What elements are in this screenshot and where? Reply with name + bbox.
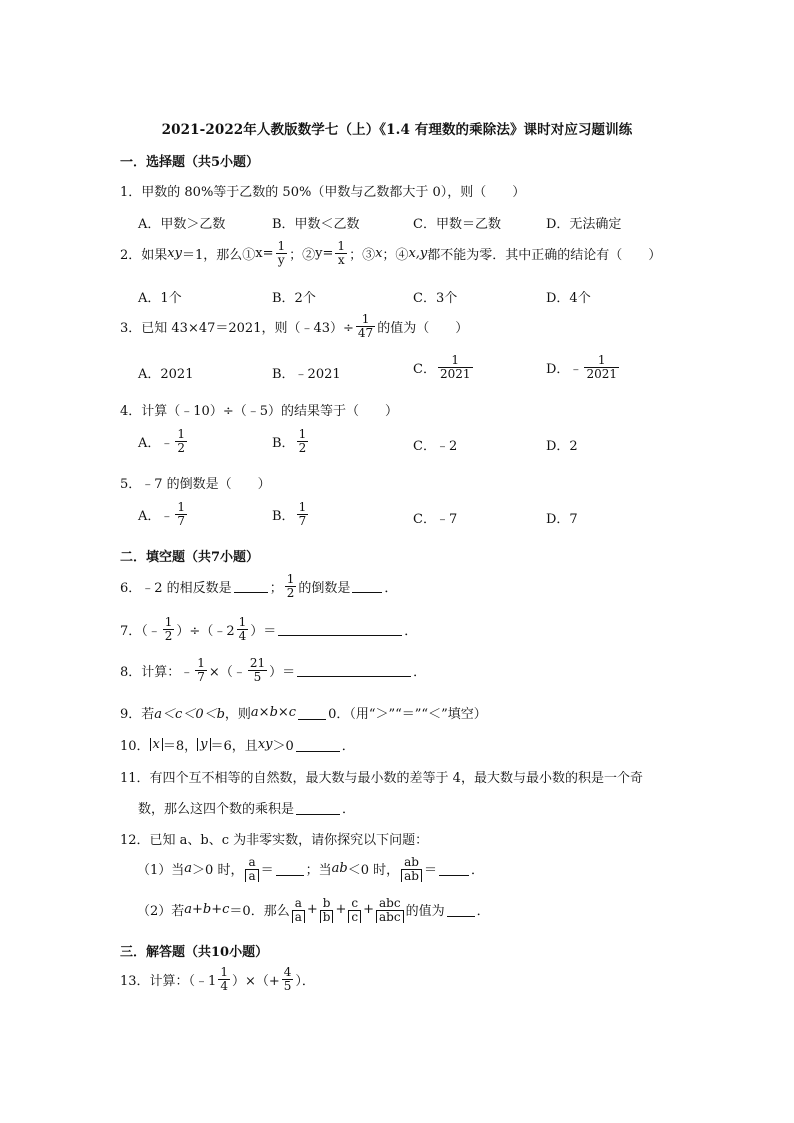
frac-numerator: 1 [361,312,370,326]
frac-denominator: 2 [164,628,173,643]
frac-denominator: a [292,911,305,923]
q4-option-b [272,428,310,454]
question-3-stem [120,313,468,339]
q12-frac-c [348,897,361,923]
q2-item3-x: x [375,245,383,261]
frac-numerator: 1 [277,239,286,253]
frac-denominator: 47 [357,325,374,340]
section-heading-solve: 三．解答题（共10小题） [120,945,269,960]
q12-p1-ab: ab [331,861,348,877]
frac-denominator: 7 [298,513,307,528]
frac-denominator: c [348,911,361,923]
frac-numerator: 1 [220,965,228,979]
q2-option-c: C．3个 [413,291,458,306]
frac-denominator: 2021 [439,366,471,381]
frac-numerator: 1 [451,353,460,367]
section-heading-fill: 二．填空题（共7小题） [120,550,260,565]
answer-blank[interactable] [278,622,402,636]
page-title: 2021-2022年人教版数学七（上）《1.4 有理数的乘除法》课时对应习题训练 [161,122,633,138]
q12-p2-pre: （2）若 [137,904,185,920]
q10-xy: xy [257,737,273,752]
frac-denominator: 2021 [586,366,617,381]
q12-p1-pre: （1）当 [137,863,185,879]
q12-frac-a-over-abs-a [245,856,258,882]
q10-eq1: ＝8， [162,739,198,754]
q4-a-label: A．﹣ [138,435,174,451]
answer-blank[interactable] [234,579,268,593]
frac-denominator: 5 [283,978,292,993]
q12-p2-post: 的值为 [405,904,445,920]
q4-a-frac [175,428,187,454]
frac-numerator: 1 [197,656,205,670]
q7-end: ． [404,623,418,639]
q9-mid: ，则 [224,707,251,722]
q2-semi: ；② [289,247,316,263]
frac-numerator: 21 [249,656,266,670]
frac-denominator: b [320,911,334,923]
q12-p2-eq: ＝0．那么 [229,904,290,920]
q5-option-b [272,501,310,527]
q10-abs-y: y [197,738,210,751]
answer-blank[interactable] [296,801,340,815]
q4-option-c: C．﹣2 [413,439,458,454]
frac-numerator: 1 [337,239,346,253]
q12-frac-abc [376,897,404,923]
q4-option-a [138,428,189,454]
frac-denominator: x [337,252,345,267]
q2-item2-y: y [315,245,323,261]
question-7 [120,616,417,642]
answer-blank[interactable] [296,738,340,752]
frac-denominator: a [245,870,258,882]
q6-end: ． [384,580,398,596]
q2-frac-1-over-y [276,240,288,266]
frac-numerator: 1 [177,500,186,514]
q5-a-label: A．﹣ [138,508,174,524]
q10-pre: 10． [120,739,150,754]
q8-mid: ×（﹣ [208,664,246,680]
question-4-stem: 4．计算（﹣10）÷（﹣5）的结果等于（ ） [120,404,398,419]
frac-denominator: 4 [238,628,247,643]
q2-item1-eq: = [262,245,274,261]
answer-blank[interactable] [276,862,304,876]
q5-option-d: D．7 [546,512,578,527]
q3-option-b: B．﹣2021 [272,367,341,382]
q3-c-frac [438,354,473,380]
q4-b-frac [297,428,309,454]
q10-end: ． [341,739,355,754]
frac-denominator: 2 [177,440,186,455]
q7-frac-2 [237,616,249,642]
question-6 [120,573,397,599]
question-12-part-1 [137,856,484,882]
q3-post: 的值为（ ） [377,320,469,336]
question-11-line-1: 11．有四个互不相等的自然数，最大数与最小数的差等于 4，最大数与最小数的积是一个奇 [120,771,643,786]
q3-c-label: C． [413,361,436,377]
frac-denominator: 5 [253,669,262,684]
section-heading-choice: 一．选择题（共5小题） [120,155,260,170]
frac-numerator: 1 [238,615,247,629]
q12-frac-b [320,897,334,923]
q2-semi2: ；③ [349,247,376,263]
frac-numerator: 1 [286,572,295,586]
q3-d-label: D．﹣ [546,361,583,377]
q7-frac-1 [163,616,175,642]
q8-pre: 8．计算：﹣ [120,664,194,680]
frac-denominator: 7 [197,669,205,684]
q5-b-label: B． [272,508,295,524]
frac-numerator: b [322,896,331,910]
answer-blank[interactable] [439,862,469,876]
q1-option-b: B．甲数＜乙数 [272,217,360,232]
q11-line2-pre: 数，那么这四个数的乘积是 [138,802,295,817]
q12-p1-mid: ；当 [305,863,332,879]
q1-option-c: C．甲数＝乙数 [413,217,501,232]
answer-blank[interactable] [447,903,475,917]
q4-option-d: D．2 [546,439,578,454]
q7-mid: ）÷（﹣2 [176,623,235,639]
q3-frac [356,313,375,339]
q3-d-frac [584,354,619,380]
question-5-stem: 5．﹣7 的倒数是（ ） [120,477,271,492]
q8-frac-2 [248,657,267,683]
frac-numerator: abc [379,896,401,910]
q9-expr2: a×b×c [250,705,297,720]
question-2-stem [120,240,661,266]
frac-numerator: 4 [283,965,292,979]
q2-semi3: ；④ [382,247,409,263]
q9-post: 0．（用“＞”“＝”“＜”填空） [328,707,487,722]
q2-pre: 2．如果 [120,247,168,263]
q5-option-a [138,501,189,527]
q13-frac-1 [218,966,230,992]
q3-option-d [546,354,621,380]
frac-denominator: 7 [177,513,186,528]
frac-denominator: 2 [286,585,295,600]
q2-item4-xy: x,y [408,245,428,261]
q13-post: ）． [295,973,315,989]
frac-numerator: a [294,896,302,910]
frac-numerator: 1 [177,427,186,441]
answer-blank[interactable] [297,663,411,677]
q13-mid: ）×（+ [231,973,280,989]
answer-blank[interactable] [298,706,326,720]
frac-denominator: abc [376,911,404,923]
plus-sign: + [363,902,374,918]
question-12-stem: 12．已知 a、b、c 为非零实数，请你探究以下问题： [120,833,429,848]
q8-frac-1 [195,657,207,683]
question-9 [120,703,487,722]
q13-pre: 13．计算：（﹣1 [120,973,217,989]
q10-post: ＞0 [272,739,294,754]
q3-option-a: A．2021 [138,367,194,382]
frac-numerator: 1 [298,427,307,441]
q12-p1-end: ． [470,863,484,879]
q6-mid: ； [269,580,283,596]
q9-expr: a＜c＜0＜b [154,707,225,722]
q8-post: ）＝ [269,664,296,680]
q7-post: ）＝ [250,623,277,639]
q12-frac-ab-over-abs-ab [401,856,422,882]
frac-numerator: 1 [597,353,606,367]
q12-p1-lt: ＜0 时， [347,863,400,879]
frac-denominator: ab [401,870,422,882]
q13-frac-2 [282,966,294,992]
q5-a-frac [175,501,187,527]
q2-item1-x: x [255,245,263,261]
question-13 [120,966,315,992]
q5-option-c: C．﹣7 [413,512,458,527]
q1-option-a: A．甲数＞乙数 [138,217,226,232]
frac-denominator: 4 [220,978,228,993]
q12-p1-eq2: ＝ [423,863,437,879]
question-10 [120,735,355,754]
q5-b-frac [297,501,309,527]
frac-numerator: ab [404,855,419,869]
q12-p2-end: ． [476,904,490,920]
q8-end: ． [413,664,427,680]
q2-frac-1-over-x [335,240,347,266]
q2-eq1: ＝1，那么① [181,247,256,263]
q12-p1-eq: ＝ [260,863,274,879]
question-8 [120,657,426,683]
q12-p1-a: a [184,861,193,877]
frac-denominator: y [277,252,285,267]
q3-pre: 3．已知 43×47＝2021，则（﹣43）÷ [120,320,354,336]
frac-numerator: c [351,896,359,910]
q2-option-d: D．4个 [546,291,591,306]
q9-pre: 9．若 [120,707,155,722]
plus-sign: + [306,902,318,918]
q7-pre: 7．（﹣ [120,623,161,639]
q11-line2-end: ． [342,802,356,817]
q3-option-c [413,354,475,380]
q2-xy: xy [167,245,182,261]
question-1-stem: 1．甲数的 80%等于乙数的 50%（甲数与乙数都大于 0），则（ ） [120,185,526,200]
frac-numerator: 1 [298,500,307,514]
q2-item2-eq: = [322,245,334,261]
frac-denominator: 2 [298,440,307,455]
q2-option-a: A．1个 [138,291,182,306]
answer-blank[interactable] [352,579,382,593]
q2-post: 都不能为零．其中正确的结论有（ ） [427,247,662,263]
q6-post: 的倒数是 [298,580,351,596]
q12-p2-expr: a+b+c [184,902,230,918]
question-12-part-2 [137,897,490,923]
frac-numerator: a [248,855,256,869]
q12-p1-gt: ＞0 时， [192,863,244,879]
q6-pre: 6．﹣2 的相反数是 [120,580,232,596]
q10-abs-x: x [150,738,163,751]
q10-eq2: ＝6，且 [210,739,258,754]
q1-option-d: D．无法确定 [546,217,622,232]
frac-numerator: 1 [164,615,173,629]
plus-sign: + [335,902,347,918]
q6-frac [285,573,297,599]
q2-option-b: B．2个 [272,291,316,306]
q4-b-label: B． [272,435,295,451]
q12-frac-a [292,897,305,923]
question-11-line-2 [138,798,355,817]
